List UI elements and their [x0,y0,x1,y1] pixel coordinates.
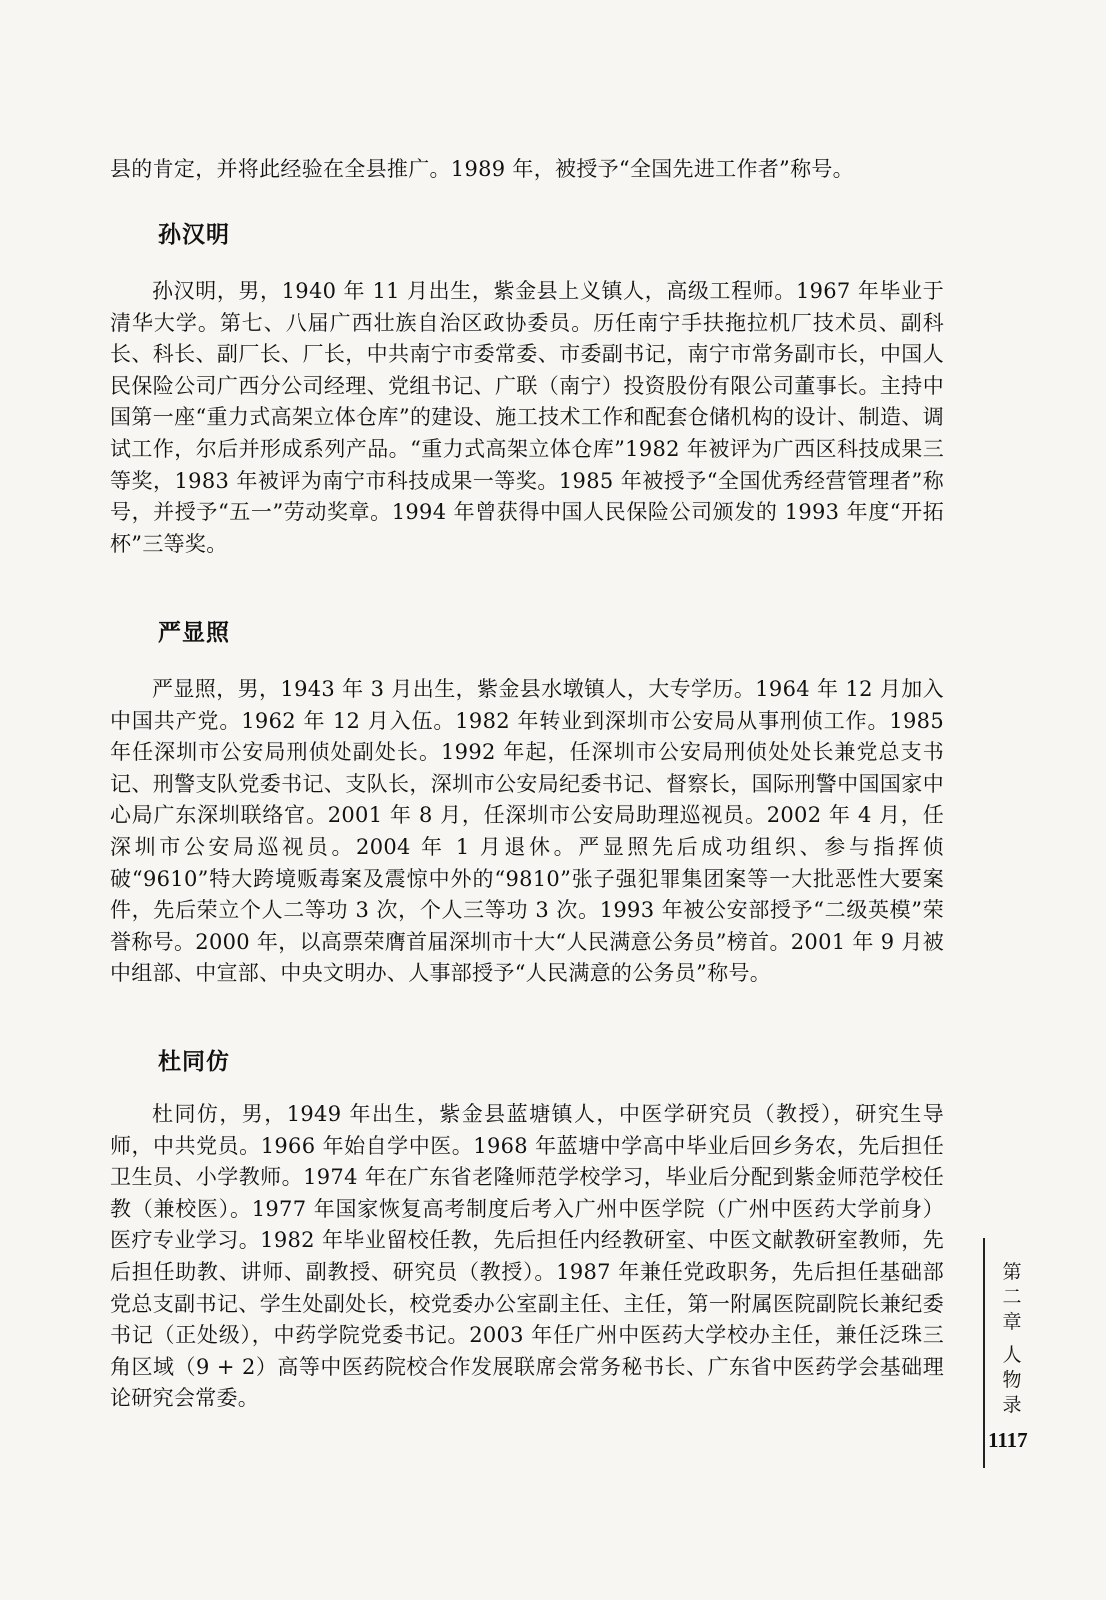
section-heading-sun-hanming: 孙汉明 [158,222,230,248]
chapter-char [1000,1335,1024,1343]
section-body-du-tongfang: 杜同仿，男，1949 年出生，紫金县蓝塘镇人，中医学研究员（教授），研究生导师，中共党员。1966 年始自学中医。1968 年蓝塘中学高中毕业后回乡务农，先后担任卫生员、小学教师。1974 年在广东省老隆师范学校学习，毕业后分配到紫金师范学校任教（兼校医）。1977 年国家恢复高考制度后考入广州中医学院（广州中医药大学前身）医疗专业学习。1982 年毕业留校任教，先后担任内经教研室、中医文献教研室教师，先后担任助教、讲师、副教授、研究员（教授）。1987 年兼任党政职务，先后担任基础部党总支副书记、学生处副处长，校党委办公室副主任、主任，第一附属医院副院长兼纪委书记（正处级），中药学院党委书记。2003 年任广州中医药大学校办主任，兼任泛珠三角区域（9 + 2）高等中医药院校合作发展联席会常务秘书长、广东省中医药学会基础理论研究会常委。 [110,1102,944,1411]
chapter-char: 二 [1002,1286,1022,1308]
section-heading-du-tongfang: 杜同仿 [158,1049,230,1075]
chapter-char: 录 [1002,1394,1022,1416]
chapter-char: 人 [1002,1344,1022,1366]
chapter-char: 物 [1002,1369,1022,1391]
top-line: 县的肯定，并将此经验在全县推广。1989 年，被授予“全国先进工作者”称号。 [110,157,854,181]
page-number: 1117 [988,1428,1028,1452]
chapter-char: 第 [1002,1261,1022,1283]
margin-chapter-label [1000,1260,1024,1418]
section-heading-yan-xianzhao: 严显照 [158,620,230,646]
chapter-char: 章 [1002,1311,1022,1333]
margin-rule [983,1238,985,1468]
section-body-sun-hanming: 孙汉明，男，1940 年 11 月出生，紫金县上义镇人，高级工程师。1967 年毕业于清华大学。第七、八届广西壮族自治区政协委员。历任南宁手扶拖拉机厂技术员、副科长、科长、副厂长、厂长，中共南宁市委常委、市委副书记，南宁市常务副市长，中国人民保险公司广西分公司经理、党组书记、广联（南宁）投资股份有限公司董事长。主持中国第一座“重力式高架立体仓库”的建设、施工技术工作和配套仓储机构的设计、制造、调试工作，尔后并形成系列产品。“重力式高架立体仓库”1982 年被评为广西区科技成果三等奖，1983 年被评为南宁市科技成果一等奖。1985 年被授予“全国优秀经营管理者”称号，并授予“五一”劳动奖章。1994 年曾获得中国人民保险公司颁发的 1993 年度“开拓杯”三等奖。 [110,279,944,556]
section-body-yan-xianzhao: 严显照，男，1943 年 3 月出生，紫金县水墩镇人，大专学历。1964 年 12 月加入中国共产党。1962 年 12 月入伍。1982 年转业到深圳市公安局从事刑侦工作。1985 年任深圳市公安局刑侦处副处长。1992 年起，任深圳市公安局刑侦处处长兼党总支书记、刑警支队党委书记、支队长，深圳市公安局纪委书记、督察长，国际刑警中国国家中心局广东深圳联络官。2001 年 8 月，任深圳市公安局助理巡视员。2002 年 4 月，任深圳市公安局巡视员。2004 年 1 月退休。严显照先后成功组织、参与指挥侦破“9610”特大跨境贩毒案及震惊中外的“9810”张子强犯罪集团案等一大批恶性大要案件，先后荣立个人二等功 3 次，个人三等功 3 次。1993 年被公安部授予“二级英模”荣誉称号。2000 年，以高票荣膺首届深圳市十大“人民满意公务员”榜首。2001 年 9 月被中组部、中宣部、中央文明办、人事部授予“人民满意的公务员”称号。 [110,677,944,986]
